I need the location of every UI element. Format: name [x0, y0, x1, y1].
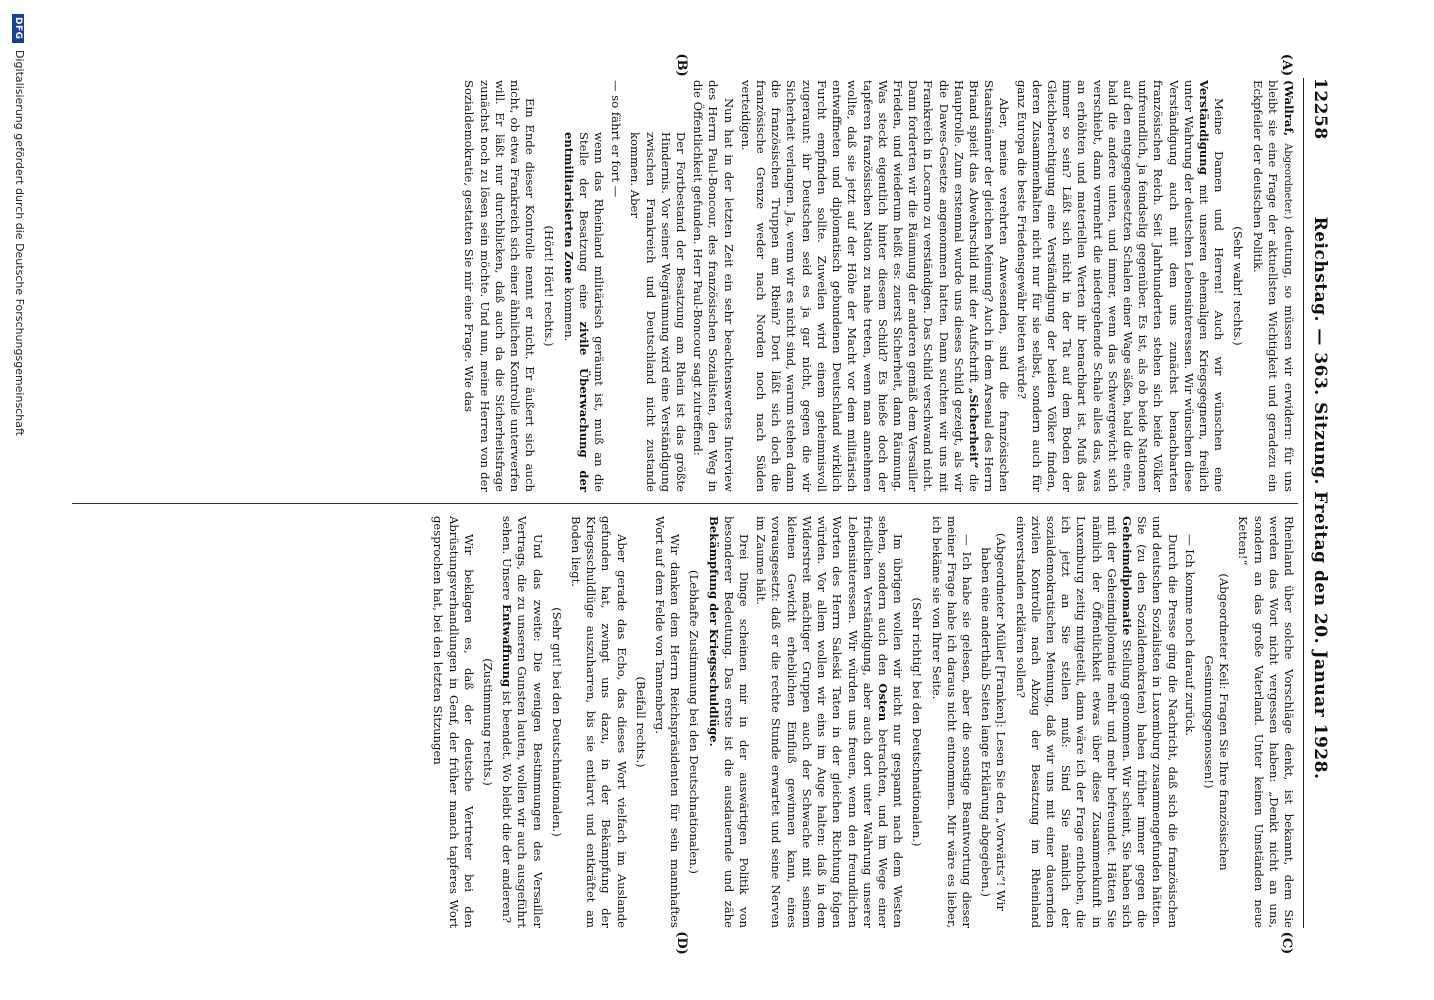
- speaker-name: (Wallraf,: [1282, 80, 1296, 137]
- paragraph: [738, 80, 1012, 492]
- paragraph-text: betrachten, und im Wege einer friedlichen Verständigung, aber auch dort unter Wahrung unserer Lebensinteressen. Wir würden uns freuen, wenn den freundlichen Worten des Herrn Saleski Taten in der gleichen Richtung folgen würden. Vor allem wollen wir eins im Auge halten: daß in dem Widerstreit mächtiger Gruppen auch der Schwache mit seinem kleinen Gewicht erheblichen Einfluß gewinnen kann, eines vorausgesetzt: daß er die rechte Stunde erwartet und seine Nerven im Zaume hält.: [754, 516, 890, 929]
- applause-note: (Hört! Hört! rechts.): [542, 225, 557, 347]
- emphasis: zivile Überwachung der entmilitarisierten Zone: [561, 132, 591, 492]
- paragraph-text: Stellung genommen. Wir scheint, Sie haben sich mit der Geheimdiplomatie mehr und mehr befreundet. Hätten Sie nämlich der Öffentlichkeit etwas über diese Zusammenkunft in Luxemburg zeitig mitgeteilt, dann wäre ich der Frage enthoben, die ich jetzt an Sie stellen muß: Sind Sie nämlich der sozialdemokratischen Meinung, daß wir uns mit einer dauernden zivilen Kontrolle nach Abzug der Besatzung im Rheinland einverstanden erklären sollen?: [1013, 516, 1134, 928]
- emphasis: Geheimdiplomatie: [1119, 516, 1134, 636]
- interjection: (Abgeordneter Müller [Franken]: Lesen Sie den „Vorwärts“! Wir haben eine anderthalb Seiten lange Erklärung abgegeben.): [979, 533, 1009, 911]
- paragraph: — Ich komme noch darauf zurück.: [1182, 534, 1197, 737]
- column-divider: [72, 503, 1298, 504]
- paragraph-text: Durch die Presse ging die Nachricht, daß sich die französischen und deutschen Sozialisten in Luxemburg zusammengefunden hätten. Sie (zu den Sozialdemokraten) haben früher immer gegen die: [1135, 516, 1180, 928]
- quotation-text: wenn das Rheinland militärisch geräumt ist, muß an die Stelle der Besatzung eine: [576, 132, 607, 492]
- margin-mark-b: (B): [674, 53, 689, 77]
- paragraph: Nun hat in der letzten Zeit ein sehr beachtenswertes Interview des Herrn Paul-Boncour, des französischen Sozialisten, den Weg in die Öffentlichkeit gefunden. Herr Paul-Boncour sagt zutreffend:: [691, 80, 736, 492]
- applause-note: (Sehr wahr! rechts.): [1231, 226, 1246, 346]
- paragraph: [1012, 516, 1179, 928]
- margin-mark-a: (A): [1279, 53, 1294, 77]
- margin-mark-c: (C): [1279, 931, 1294, 955]
- paragraph: Wir danken dem Herrn Reichspräsidenten für sein mannhaftes Wort auf dem Felde von Tannenberg.: [653, 516, 683, 928]
- left-column: [459, 80, 1296, 492]
- paragraph-text: deutung, so müssen wir erwidern: für uns bleibt sie eine Frage der aktuellsten Wichtigkeit und geradezu ein Eckpfeiler der deutschen Politik.: [1250, 80, 1296, 493]
- paragraph-text: mit unseren ehemaligen Kriegsgegnern, freilich unter Wahrung der deutschen Lebensinteressen. Wir wünschen diese Verständigung auch mit dem uns zunächst benachbarten französischen Reich. Seit Jahrhunderten stehen sich beide Völker unfreundlich, ja feindselig gegenüber. Es ist, als ob beide Nationen auf den entgegengesetzten Schalen einer Wage säßen, bald die eine, bald die andere unten, und immer, wenn das Schwergewicht sich verschiebt, dann vermehrt die niedergehende Schale alles das, was an erhöhten und materiellen Werten ihr benachbart ist. Muß das immer so sein? Läßt sich nicht in der Tat auf dem Boden der Gleichberechtigung eine Verständigung der beiden Völker finden, deren Zusammenhalten nicht nur für sie selbst, sondern auch für ganz Europa die beste Friedensgewähr bieten würde?: [1014, 80, 1211, 492]
- applause-note: (Beifall rechts.): [633, 676, 648, 768]
- quotation: Der Fortbestand der Besatzung am Rhein ist das größte Hindernis. Vor seiner Wegräumung wird eine Verständigung zwischen Frankreich und Deutschland nicht zustande kommen. Aber: [628, 132, 689, 492]
- page-number: 12258: [1310, 78, 1330, 140]
- applause-note: (Lebhafte Zustimmung bei den Deutschnationalen.): [687, 570, 702, 874]
- interjection: (Abgeordneter Keil: Fragen Sie Ihre französischen Gesinnungsgenossen!): [1201, 573, 1232, 871]
- paragraph-text: Im übrigen wollen wir nicht nur gespannt nach dem Westen sehen, sondern auch den: [875, 516, 906, 928]
- emphasis: Entwaffnung: [500, 604, 515, 688]
- paragraph: — Ich habe sie gelesen, aber die sonstige Beantwortung dieser meiner Frage habe ich daraus nicht entnommen. Mir wäre es lieber, ich bekäme sie von Ihrer Seite.: [929, 516, 974, 928]
- applause-note: (Zustimmung rechts.): [481, 658, 496, 786]
- quotation-text: kommen.: [561, 287, 576, 342]
- digitization-credit: [12, 14, 26, 994]
- running-head: [1300, 78, 1330, 918]
- paragraph-text: Und das zweite: Die wenigen Bestimmungen des Versailler Vertrags, die zu unseren Gunsten lauten, wollen wir auch ausgeführt sehen. Unsere: [500, 516, 545, 928]
- emphasis: Verständigung: [1196, 80, 1211, 175]
- applause-note: (Sehr gut! bei den Deutschnationalen.): [549, 607, 564, 837]
- paragraph: Rheinland über solche Vorschläge denkt, ist bekannt, dem Sie werden das Wort nicht vergessen haben: „Denkt nicht an uns, sondern an das große Vaterland. Unter keinen Umständen neue Ketten!“: [1236, 516, 1296, 928]
- paragraph: [499, 516, 545, 928]
- margin-mark-d: (D): [674, 931, 689, 955]
- emphasis: Bekämpfung der Kriegsschuldlüge.: [706, 516, 721, 747]
- paragraph: [1013, 80, 1226, 492]
- credit-text: Digitalisierung gefördert durch die Deutsche Forschungsgemeinschaft: [13, 50, 26, 436]
- paragraph-text: Meine Damen und Herren! Auch wir wünschen eine: [1212, 98, 1227, 492]
- paragraph: Wir beklagen es, daß der deutsche Vertreter bei den Abrüstungsverhandlungen in Genf, der früher manch tapferes Wort gesprochen hat, bei den letzten Sitzungen: [431, 516, 476, 928]
- paragraph: [1249, 80, 1296, 492]
- emphasis: „Sicherheit“: [966, 387, 981, 469]
- session-heading: Reichstag. — 363. Sitzung. Freitag den 20. Januar 1928.: [1310, 216, 1330, 780]
- paragraph: [753, 516, 905, 928]
- paragraph: [705, 516, 751, 928]
- paragraph-text: die Hauptrolle. Zum erstenmal wurde uns dieses Schild gezeigt, als wir die Dawes-Gesetze angenommen hatten. Dann suchten wir uns mit Frankreich in Locarno zu verständigen. Das Schild verschwand nicht. Dann forderten wir die Räumung der anderen gemäß dem Versailler Frieden, und wiederum heißt es: zuerst Sicherheit, dann Räumung. Was steckt eigentlich hinter diesem Schild? Es hieße doch der tapferen französischen Nation zu nahe treten, wenn man annehmen wollte, daß sie jetzt auf der Höhe der Macht vor dem militärisch entwaffneten und diplomatisch gebundenen Deutschland wirklich Furcht empfinden sollte. Zuweilen wird einem geheimnisvoll zugeraunt: ihr Deutschen seid es ja gar nicht, gegen die wir Sicherheit verlangen. Ja, wenn wir es nicht sind, warum stehen dann die französischen Truppen am Rhein? Dort läßt sich doch die französische Grenze weder nach Norden noch nach Süden verteidigen.: [738, 80, 981, 493]
- paragraph: Aber gerade das Echo, das dieses Wort vielfach im Auslande gefunden hat, zwingt uns dazu, in der Bekämpfung der Kriegsschuldlüge auszuharren, bis sie entlarvt und entkräftet am Boden liegt.: [569, 516, 629, 928]
- paragraph-text: Drei Dinge scheinen mir in der auswärtigen Politik von besonderer Bedeutung. Das erste ist die ausdauernde und zähe: [721, 516, 752, 928]
- quotation: [560, 80, 606, 492]
- header-rule: [1303, 78, 1304, 928]
- paragraph-text: Aber, meine verehrten Anwesenden, sind die französischen Staatsmänner der gleichen Meinung? Auch in dem Arsenal des Herrn Briand spielt das Abwehrschild mit der Aufschrift: [966, 80, 1012, 492]
- applause-note: (Sehr richtig! bei den Deutschnationalen.): [910, 597, 925, 847]
- paragraph-text: ist beendet. Wo bleibt die der anderen?: [500, 690, 515, 923]
- emphasis: Osten: [875, 683, 890, 722]
- aside-dash: — so fährt er fort —: [609, 80, 624, 198]
- paragraph: Ein Ende dieser Kontrolle nennt er nicht. Er äußert sich auch nicht, ob etwa Frankreich sich einer ähnlichen Kontrolle unterwerfen will. Er läßt nur durchblicken, daß auch da die Sicherheitsfrage zunächst noch zu lösen sein möchte. Und nun, meine Herren von der Sozialdemokratie, gestatten Sie mir eine Frage. Wie das: [462, 80, 538, 492]
- speaker-note: Abgeordneter.): [1282, 143, 1293, 220]
- dfg-logo: DFG: [12, 14, 24, 43]
- right-column: [428, 516, 1296, 928]
